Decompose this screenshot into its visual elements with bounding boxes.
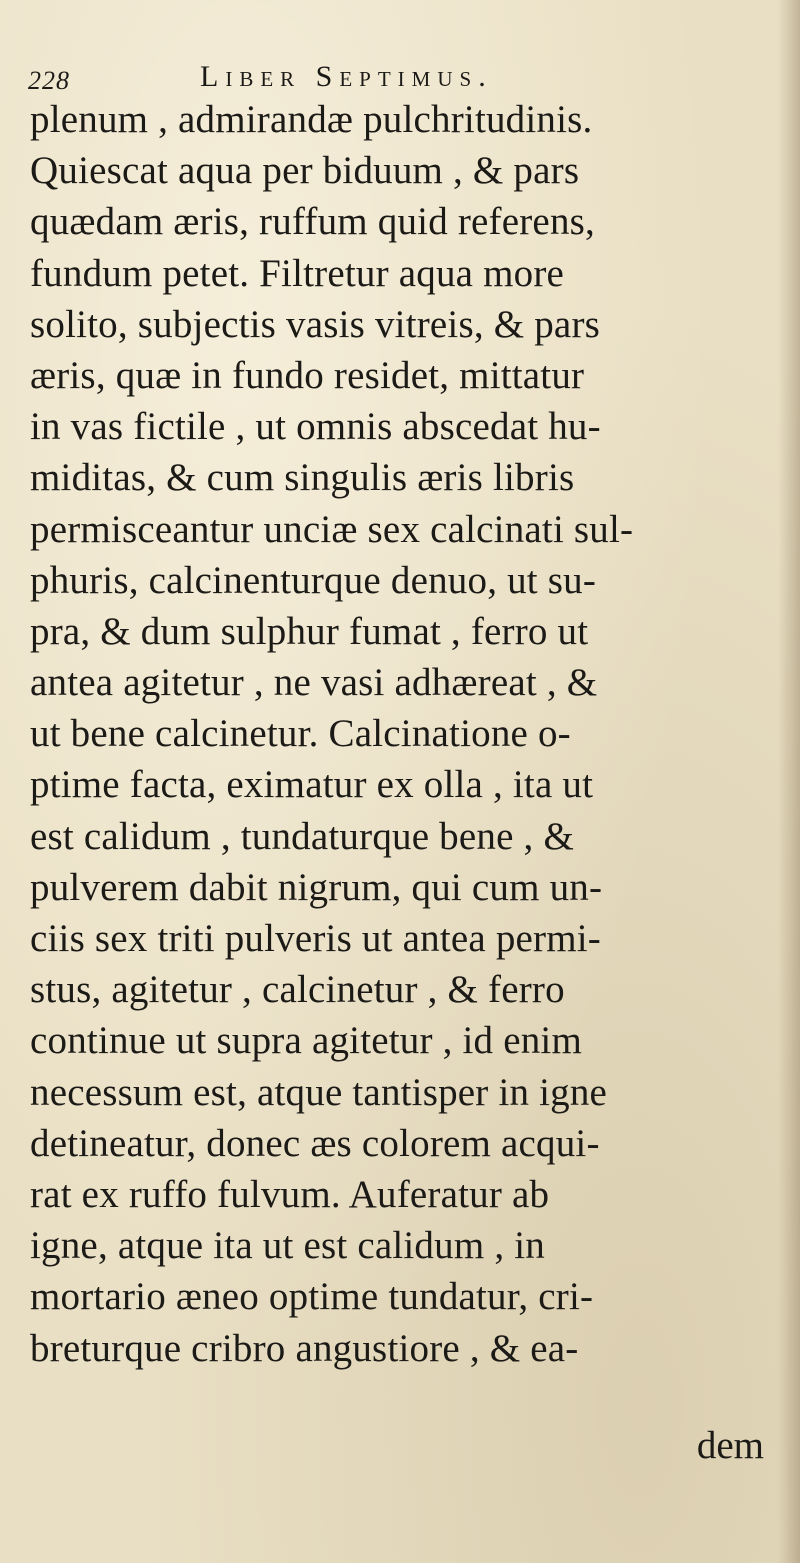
text-line: in vas fictile , ut omnis abscedat hu-: [30, 405, 601, 449]
running-title: Liber Septimus.: [200, 60, 493, 93]
text-line: igne, atque ita ut est calidum , in: [30, 1224, 545, 1268]
text-line: necessum est, atque tantisper in igne: [30, 1070, 608, 1114]
text-line: ciis sex triti pulveris ut antea permi-: [30, 917, 601, 960]
text-line: miditas, & cum singulis æris libris: [30, 456, 575, 500]
text-line: solito, subjectis vasis vitreis, & pars: [30, 302, 601, 346]
text-line: ut bene calcinetur. Calcinatione o-: [30, 712, 571, 756]
text-line: rat ex ruffo fulvum. Auferatur ab: [30, 1172, 550, 1216]
text-line: phuris, calcinenturque denuo, ut su-: [30, 558, 597, 602]
text-line: mortario æneo optime tundatur, cri-: [30, 1275, 594, 1319]
text-line: æris, quæ in fundo residet, mittatur: [30, 353, 585, 397]
catchword: dem: [696, 1424, 764, 1467]
body-text: [30, 94, 780, 1374]
text-line: detineatur, donec æs colorem acqui-: [30, 1121, 600, 1165]
text-line: breturque cribro angustiore , & ea-: [30, 1326, 579, 1370]
text-line: stus, agitetur , calcinetur , & ferro: [30, 968, 565, 1012]
text-line: pulverem dabit nigrum, qui cum un-: [30, 865, 603, 909]
page-header: [28, 52, 728, 96]
page-gutter-shadow: [778, 0, 800, 1563]
text-line: continue ut supra agitetur , id enim: [30, 1019, 582, 1063]
text-line: fundum petet. Filtretur aqua more: [30, 251, 565, 295]
text-line: pra, & dum sulphur fumat , ferro ut: [30, 609, 589, 653]
text-line: ptime facta, eximatur ex olla , ita ut: [30, 763, 594, 807]
text-line: quædam æris, ruffum quid referens,: [30, 200, 595, 244]
text-line: Quiescat aqua per biduum , & pars: [30, 149, 580, 193]
text-line: plenum , admirandæ pulchritudinis.: [30, 98, 593, 141]
text-line: antea agitetur , ne vasi adhæreat , &: [30, 661, 598, 705]
text-line: permisceantur unciæ sex calcinati sul-: [30, 507, 634, 551]
text-line: est calidum , tundaturque bene , &: [30, 814, 574, 858]
page-number: 228: [28, 66, 70, 95]
